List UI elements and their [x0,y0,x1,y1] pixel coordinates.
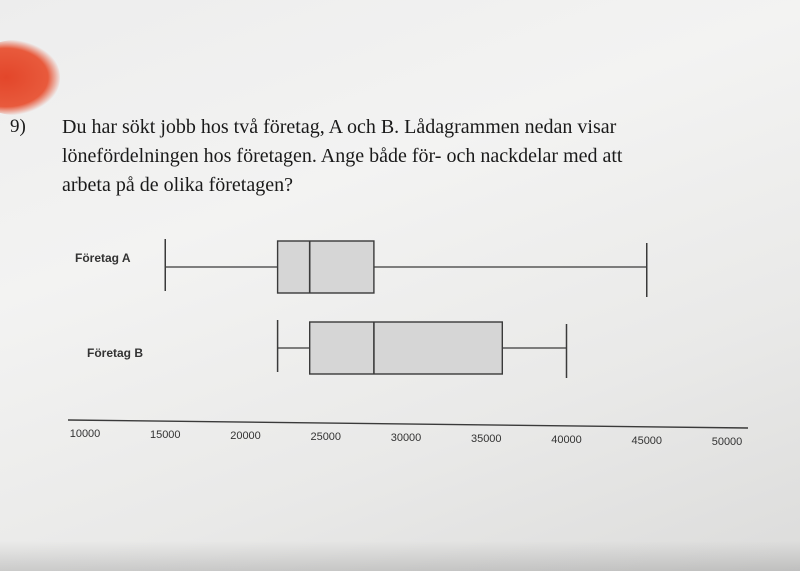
x-tick-label-1: 15000 [149,429,181,441]
x-tick-label-5: 35000 [470,433,502,445]
series-0-label: Företag A [75,251,131,265]
x-tick-label-8: 50000 [711,436,743,448]
question-line-2: lönefördelningen hos företagen. Ange både för- och nackdelar med att [62,145,623,167]
x-tick-label-0: 10000 [69,428,101,440]
x-tick-label-4: 30000 [390,432,422,444]
series-0-box [278,241,374,293]
question-line-3: arbeta på de olika företagen? [62,174,293,196]
question-line-1: Du har sökt jobb hos två företag, A och B. Lådagrammen nedan visar [62,116,617,138]
screen-bezel-shadow [0,541,800,571]
x-tick-label-2: 20000 [230,430,261,442]
x-tick-label-6: 40000 [551,434,582,446]
x-axis-line [68,420,748,428]
series-1-box [310,322,503,374]
series-1-label: Företag B [87,346,144,360]
question-number: 9) [10,116,26,137]
x-tick-label-3: 25000 [310,431,342,443]
x-tick-label-7: 45000 [631,435,663,447]
